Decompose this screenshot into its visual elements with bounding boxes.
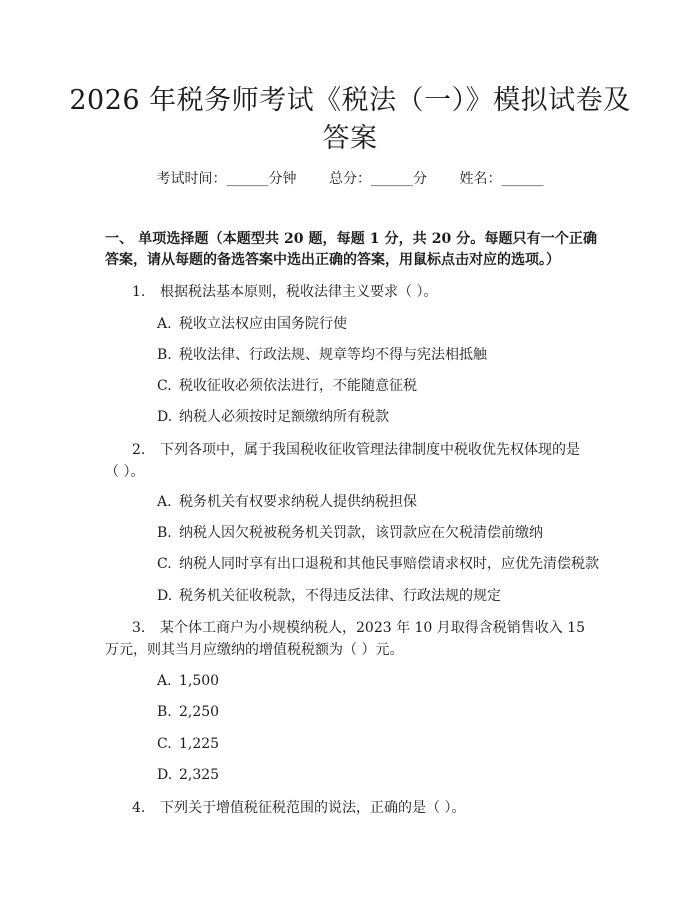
option-letter: C.: [157, 736, 172, 752]
option-text: 税收征收必须依法进行，不能随意征税: [179, 378, 417, 394]
question-2-option-b[interactable]: [157, 523, 607, 543]
question-1: [105, 281, 590, 303]
option-letter: B.: [157, 347, 172, 363]
question-3-option-d[interactable]: [157, 765, 607, 785]
option-text: 税务机关有权要求纳税人提供纳税担保: [179, 494, 417, 510]
question-1-option-a[interactable]: [157, 314, 607, 334]
exam-title: 2026 年税务师考试《税法（一）》模拟试卷及答案: [69, 85, 631, 154]
option-text: 1,500: [179, 673, 220, 689]
question-text: 某个体工商户为小规模纳税人，2023 年 10 月取得含税销售收入 15 万元，则其当月应缴纳的增值税税额为（ ）元。: [105, 620, 586, 658]
exam-time-field: 考试时间：______分钟: [156, 171, 297, 187]
question-4: [105, 797, 590, 819]
total-score-field: 总分：______分: [329, 171, 427, 187]
option-text: 2,250: [179, 704, 220, 720]
option-letter: D.: [157, 588, 173, 604]
question-2-option-a[interactable]: [157, 492, 607, 512]
question-text: 下列各项中，属于我国税收征收管理法律制度中税收优先权体现的是（ ）。: [105, 442, 580, 480]
option-text: 2,325: [179, 767, 220, 783]
question-number: 2.: [132, 442, 146, 458]
question-1-option-b[interactable]: [157, 345, 607, 365]
option-letter: D.: [157, 409, 173, 425]
question-number: 1.: [132, 284, 146, 300]
question-3-option-a[interactable]: [157, 671, 607, 691]
question-number: 4.: [132, 800, 146, 816]
question-2-option-d[interactable]: [157, 586, 607, 606]
option-text: 纳税人必须按时足额缴纳所有税款: [179, 409, 389, 425]
question-number: 3.: [132, 620, 146, 636]
option-letter: C.: [157, 378, 172, 394]
question-2: [105, 439, 590, 483]
option-letter: A.: [157, 494, 172, 510]
name-field: 姓名：______: [459, 171, 544, 187]
option-letter: B.: [157, 704, 172, 720]
option-letter: A.: [157, 316, 172, 332]
option-text: 税收法律、行政法规、规章等均不得与宪法相抵触: [179, 347, 487, 363]
question-1-option-c[interactable]: [157, 376, 607, 396]
question-1-option-d[interactable]: [157, 407, 607, 427]
question-text: 下列关于增值税征税范围的说法，正确的是（ ）。: [160, 800, 466, 816]
question-text: 根据税法基本原则，税收法律主义要求（ ）。: [160, 284, 438, 300]
section-heading: 一、 单项选择题（本题型共 20 题，每题 1 分，共 20 分。每题只有一个正确答案，请从每题的备选答案中选出正确的答案，用鼠标点击对应的选项。）: [105, 231, 597, 268]
question-3-option-b[interactable]: [157, 702, 607, 722]
option-text: 税收立法权应由国务院行使: [179, 316, 347, 332]
option-text: 税务机关征收税款，不得违反法律、行政法规的规定: [179, 588, 501, 604]
option-text: 纳税人同时享有出口退税和其他民事赔偿请求权时，应优先清偿税款: [179, 556, 599, 572]
question-3-option-c[interactable]: [157, 734, 607, 754]
option-text: 纳税人因欠税被税务机关罚款，该罚款应在欠税清偿前缴纳: [179, 525, 543, 541]
option-letter: B.: [157, 525, 172, 541]
question-2-option-c[interactable]: [157, 554, 607, 574]
option-letter: D.: [157, 767, 173, 783]
option-letter: A.: [157, 673, 172, 689]
exam-meta: [0, 168, 700, 188]
option-text: 1,225: [179, 736, 220, 752]
option-letter: C.: [157, 556, 172, 572]
question-3: [105, 617, 590, 661]
